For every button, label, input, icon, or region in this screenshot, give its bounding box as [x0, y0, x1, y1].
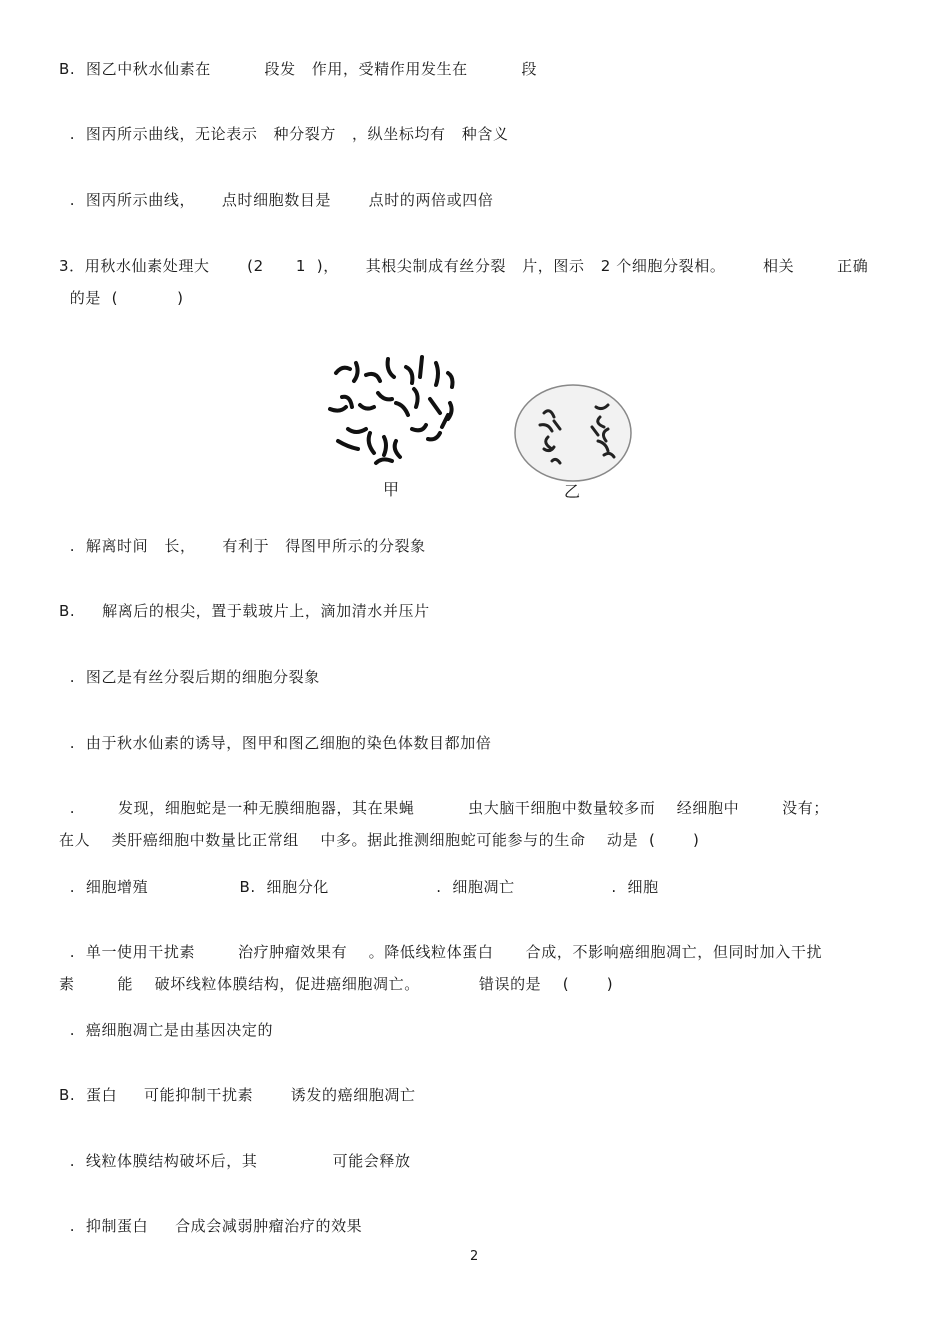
chromosome-illustration	[318, 345, 648, 505]
figure-label-a: 甲	[383, 480, 400, 499]
page-number: 2	[470, 1249, 479, 1264]
text-line: . 解离时间 长， 有利于 得图甲所示的分裂象	[59, 537, 426, 555]
text-line: . 图乙是有丝分裂后期的细胞分裂象	[59, 668, 320, 686]
text-line: . 图丙所示曲线，无论表示 种分裂方 ，纵坐标均有 种含义	[59, 125, 509, 143]
text-line: 的是 ( )	[59, 289, 184, 307]
text-line: . 图丙所示曲线， 点时细胞数目是 点时的两倍或四倍	[59, 191, 494, 209]
text-line: 在人 类肝癌细胞中数量比正常组 中多。据此推测细胞蛇可能参与的生命 动是 ( )	[59, 831, 700, 849]
text-line: . 线粒体膜结构破坏后，其 可能会释放	[59, 1152, 411, 1170]
text-line: . 细胞增殖 B. 细胞分化 . 细胞凋亡 . 细胞	[59, 878, 659, 896]
text-line: . 由于秋水仙素的诱导，图甲和图乙细胞的染色体数目都加倍	[59, 734, 492, 752]
text-line: . 单一使用干扰素 治疗肿瘤效果有 。降低线粒体蛋白 合成，不影响癌细胞凋亡，但同时加入干扰	[59, 943, 823, 961]
chromosome-figure	[318, 345, 648, 505]
figure-label-b: 乙	[564, 482, 581, 501]
text-line: B. 解离后的根尖，置于载玻片上，滴加清水并压片	[59, 602, 430, 620]
cell-b	[515, 385, 631, 481]
text-line: . 癌细胞凋亡是由基因决定的	[59, 1021, 274, 1039]
text-line: . 发现，细胞蛇是一种无膜细胞器，其在果蝇 虫大脑干细胞中数量较多而 经细胞中 没有；	[59, 799, 829, 817]
text-line: 3．用秋水仙素处理大 (2 1 )， 其根尖制成有丝分裂 片，图示 2 个细胞分裂相。 相关 正确	[59, 257, 869, 275]
text-line: B. 图乙中秋水仙素在 段发 作用，受精作用发生在 段	[59, 60, 538, 78]
text-line: B. 蛋白 可能抑制干扰素 诱发的癌细胞凋亡	[59, 1086, 416, 1104]
text-line: . 抑制蛋白 合成会减弱肿瘤治疗的效果	[59, 1217, 363, 1235]
text-line: 素 能 破坏线粒体膜结构，促进癌细胞凋亡。 错误的是 ( )	[59, 975, 614, 993]
cell-a-chromosomes	[330, 357, 453, 463]
